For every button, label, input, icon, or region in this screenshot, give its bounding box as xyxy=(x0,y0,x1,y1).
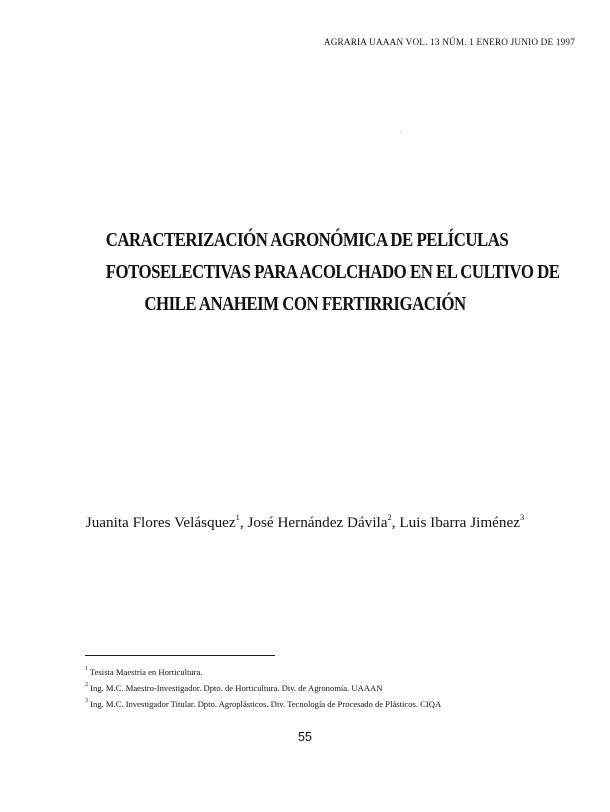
author-name: Juanita Flores Velásquez xyxy=(85,514,236,532)
footnote xyxy=(85,695,565,711)
footnote-text: Tesista Maestría en Horticultura. xyxy=(90,666,203,677)
footnotes xyxy=(85,663,565,711)
running-header: AGRARIA UAAAN VOL. 13 NÚM. 1 ENERO JUNIO DE 1997 xyxy=(323,37,575,47)
title-line-2: FOTOSELECTIVAS PARA ACOLCHADO EN EL CULTIVO DE xyxy=(105,261,560,283)
article-title xyxy=(105,224,560,320)
footnote-mark: 3 xyxy=(85,697,88,704)
author-name: José Hernández Dávila xyxy=(247,514,388,532)
footnote-text: Ing. M.C. Investigador Titular. Dpto. Agroplásticos. Div. Tecnología de Procesado de Plásticos. CIQA xyxy=(90,698,442,709)
footnote xyxy=(85,679,565,695)
page-number: 55 xyxy=(298,730,312,744)
scan-speck xyxy=(401,131,402,132)
author-separator: , xyxy=(239,514,248,532)
title-line-3: CHILE ANAHEIM CON FERTIRRIGACIÓN xyxy=(144,293,466,315)
author-name: Luis Ibarra Jiménez xyxy=(399,514,520,532)
footnote xyxy=(85,663,565,679)
author-footnote-mark: 3 xyxy=(519,512,525,522)
footnote-mark: 1 xyxy=(85,666,88,672)
author-footnote-mark: 2 xyxy=(387,512,392,522)
footnote-divider xyxy=(85,655,275,656)
footnote-mark: 2 xyxy=(85,681,88,688)
author-footnote-mark: 1 xyxy=(235,512,240,522)
author-list xyxy=(40,513,570,532)
author-separator: , xyxy=(391,514,400,532)
title-line-1: CARACTERIZACIÓN AGRONÓMICA DE PELÍCULAS xyxy=(105,229,509,251)
footnote-text: Ing. M.C. Maestro-Investigador. Dpto. de Horticultura. Div. de Agronomía. UAAAN xyxy=(90,682,383,693)
